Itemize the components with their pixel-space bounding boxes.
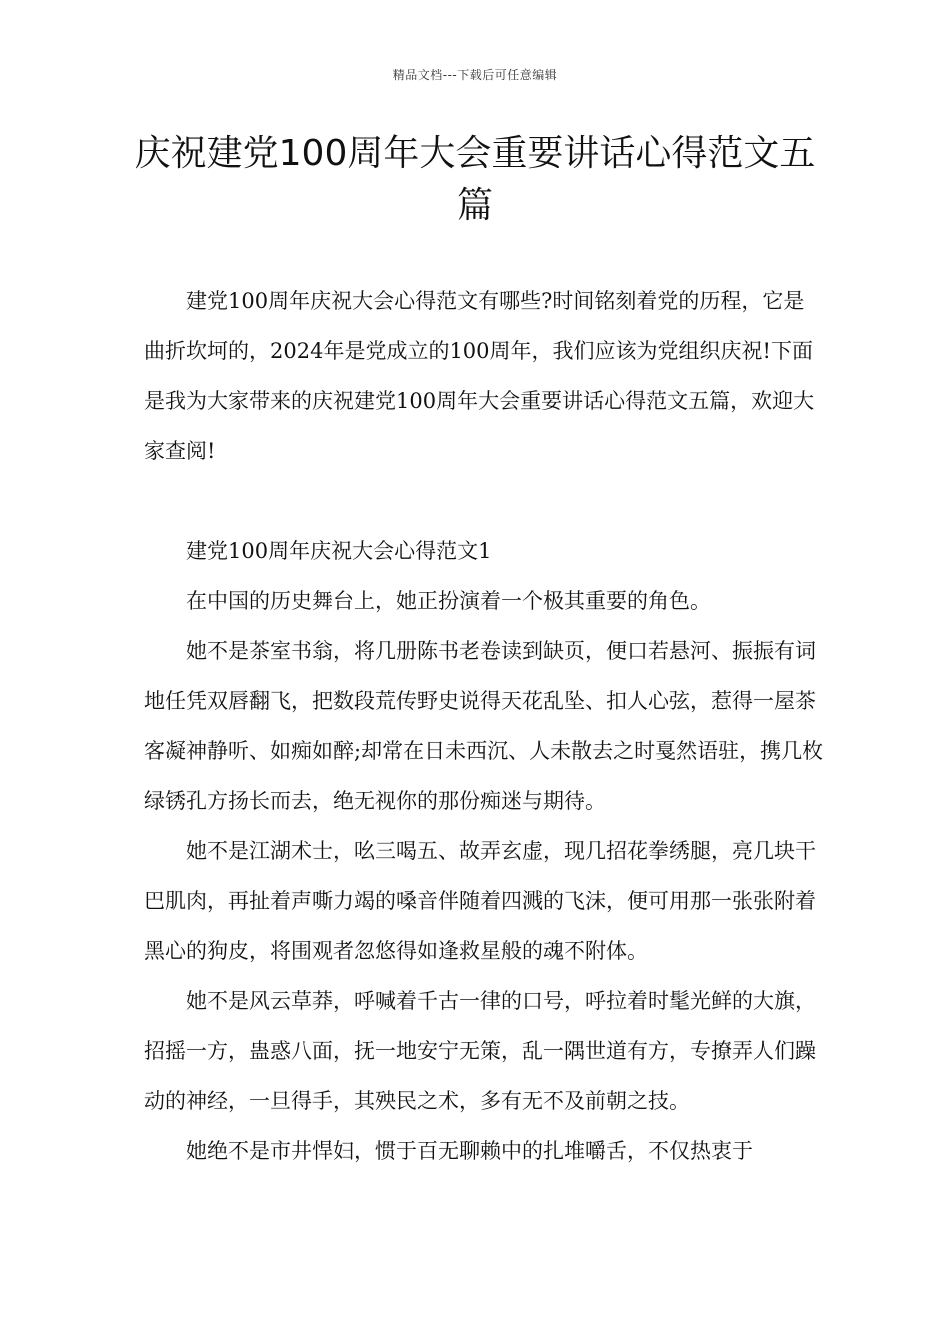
intro-block xyxy=(144,276,824,476)
paragraph-5: 她绝不是市井悍妇，惯于百无聊赖中的扎堆嚼舌，不仅热衷于 xyxy=(186,1139,753,1163)
page-header: 精品文档---下载后可任意编辑 xyxy=(392,68,558,82)
essay-1 xyxy=(144,526,824,1176)
intro-paragraph: 建党100周年庆祝大会心得范文有哪些?时间铭刻着党的历程，它是曲折坎坷的，2024年是党成立的100周年，我们应该为党组织庆祝!下面是我为大家带来的庆祝建党100周年大会重要讲话心得范文五篇，欢迎大家查阅! xyxy=(144,289,815,463)
section-heading: 建党100周年庆祝大会心得范文1 xyxy=(186,539,492,563)
paragraph-1: 在中国的历史舞台上，她正扮演着一个极其重要的角色。 xyxy=(186,589,711,613)
paragraph-4: 她不是风云草莽，呼喊着千古一律的口号，呼拉着时髦光鲜的大旗，招摇一方，蛊惑八面，抚一地安宁无策，乱一隅世道有方，专撩弄人们躁动的神经，一旦得手，其殃民之术，多有无不及前朝之技。 xyxy=(144,989,816,1113)
document-title: 庆祝建党100周年大会重要讲话心得范文五篇 xyxy=(134,133,816,226)
paragraph-2: 她不是茶室书翁，将几册陈书老卷读到缺页，便口若悬河、振振有词地任凭双唇翻飞，把数段荒传野史说得天花乱坠、扣人心弦，惹得一屋茶客凝神静听、如痴如醉;却常在日未西沉、人未散去之时戛然语驻，携几枚绿锈孔方扬长而去，绝无视你的那份痴迷与期待。 xyxy=(144,639,824,813)
paragraph-3: 她不是江湖术士，吆三喝五、故弄玄虚，现几招花拳绣腿，亮几块干巴肌肉，再扯着声嘶力竭的嗓音伴随着四溅的飞沫，便可用那一张张附着黑心的狗皮，将围观者忽悠得如逢救星般的魂不附体。 xyxy=(144,839,816,963)
